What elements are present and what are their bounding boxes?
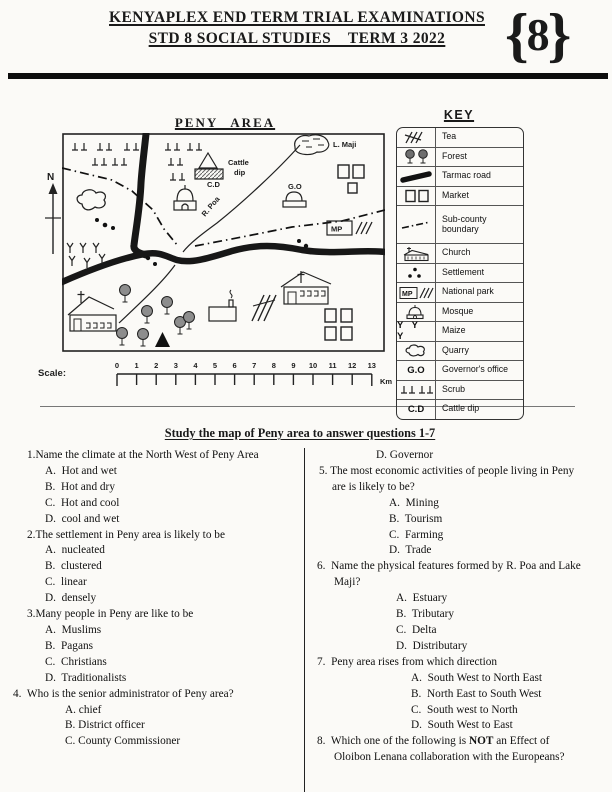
question-8-text-part2: an Effect of Oloibon Lenana collaboration with the Europeans? <box>334 735 565 764</box>
scale-tick-label: 6 <box>232 361 237 370</box>
question-3-text: 3.Many people in Peny are like to be <box>27 608 194 621</box>
question-6-option-d: D. Distributary <box>396 639 468 652</box>
north-label: N <box>47 172 55 183</box>
question-3-option-d: D. Traditionalists <box>45 671 127 684</box>
key-row-tarmac-road: Tarmac road <box>397 167 523 187</box>
sub-county-boundary-line <box>62 168 385 246</box>
map-key-panel <box>396 127 524 420</box>
class-badge <box>505 0 571 70</box>
header <box>30 7 564 49</box>
exam-title-line2: STD 8 SOCIAL STUDIES TERM 3 2022 <box>148 30 446 47</box>
questions-left-column <box>0 448 304 792</box>
church-icon <box>399 245 433 262</box>
question-3-option-a: A. Muslims <box>45 623 102 636</box>
question-8-text-part1: Which one of the following is <box>330 735 469 748</box>
key-row-mosque: Mosque <box>397 303 523 323</box>
forest-icon <box>399 148 433 165</box>
scale-tick-label: 9 <box>291 361 296 370</box>
forest-trees <box>117 285 195 347</box>
maize-icon: Y Y Y <box>397 320 421 343</box>
scale-tick-label: 5 <box>212 361 218 370</box>
national-park-icon <box>398 284 434 301</box>
lake-label: L. Maji <box>333 140 357 149</box>
cattle-dip-abbrev: C.D <box>407 403 425 415</box>
question-8-number: 8. <box>317 735 331 748</box>
question-1-text: 1.Name the climate at the North West of Peny Area <box>27 449 259 461</box>
question-7-option-b: B. North East to South West <box>411 687 542 700</box>
question-5-option-b: B. Tourism <box>389 512 443 525</box>
question-4-option-a: A. chief <box>65 703 102 716</box>
quarry-symbol <box>77 190 105 210</box>
question-5-option-d: D. Trade <box>389 544 432 557</box>
map-instruction: Study the map of Peny area to answer questions 1-7 <box>164 426 436 440</box>
national-park-abbrev: MP <box>402 290 413 298</box>
question-4-option-d: D. Governor <box>376 449 434 461</box>
question-1-option-c: C. Hot and cool <box>45 496 120 509</box>
scale-tick-label: 7 <box>252 361 257 370</box>
badge-left-brace: { <box>505 2 529 68</box>
question-3 <box>13 607 304 687</box>
mosque-symbol <box>174 185 196 210</box>
scale-tick-label: 11 <box>328 361 337 370</box>
question-6 <box>314 559 612 654</box>
governors-office-symbol <box>283 192 306 207</box>
question-7-text: 7. Peny area rises from which direction <box>317 655 498 668</box>
key-row-settlement: Settlement <box>397 264 523 284</box>
question-6-text: 6. Name the physical features formed by R. Poa and Lake Maji? <box>317 560 584 589</box>
question-4-option-b: B. District officer <box>65 719 145 732</box>
cattle-dip-label-2: dip <box>234 168 246 177</box>
scrub-icon <box>399 381 433 398</box>
scale-tick-label: 8 <box>271 361 276 370</box>
map-figure <box>62 133 385 352</box>
tea-icon <box>399 129 433 146</box>
key-row-tea: Tea <box>397 128 523 148</box>
scale-label: Scale: <box>38 368 66 379</box>
question-2-option-d: D. densely <box>45 592 97 605</box>
church-symbol-right <box>281 271 331 304</box>
tarmac-road <box>62 134 385 282</box>
key-title: KEY <box>443 108 475 122</box>
lake-maji <box>295 135 329 155</box>
market-icon <box>399 187 433 204</box>
scale-tick-label: 3 <box>173 361 178 370</box>
question-6-option-c: C. Delta <box>396 623 437 636</box>
key-row-scrub: Scrub <box>397 381 523 401</box>
question-5 <box>314 464 612 559</box>
question-6-option-a: A. Estuary <box>396 592 448 605</box>
tea-symbol <box>252 295 276 321</box>
question-2-text: 2.The settlement in Peny area is likely to be <box>27 528 225 541</box>
governors-office-abbrev: G.O <box>407 364 425 376</box>
scale-tick-label: 2 <box>154 361 159 370</box>
badge-number: 8 <box>526 9 550 60</box>
national-park-label: MP <box>331 224 343 234</box>
scale-bar <box>105 358 405 392</box>
question-5-option-c: C. Farming <box>389 528 444 541</box>
question-1 <box>13 448 304 528</box>
governors-office-label: G.O <box>288 182 302 191</box>
question-2 <box>13 528 304 608</box>
peak-triangle-symbol <box>155 332 170 347</box>
question-8-text <box>317 734 586 766</box>
question-4 <box>13 687 304 751</box>
key-row-quarry: Quarry <box>397 342 523 362</box>
question-5-text: 5. The most economic activities of people living in Peny are is likely to be? <box>319 464 578 493</box>
question-4-text: 4. Who is the senior administrator of Peny area? <box>13 687 234 700</box>
key-row-forest: Forest <box>397 148 523 168</box>
key-row-national-park: MP National park <box>397 283 523 303</box>
questions-section <box>0 448 612 792</box>
key-row-maize: Y Y Y Maize <box>397 322 523 342</box>
national-park-symbol <box>327 221 372 235</box>
settlement-icon <box>399 264 433 281</box>
cattle-dip-abbrev: C.D <box>207 180 220 189</box>
key-row-cattle-dip: C.D Cattle dip <box>397 400 523 419</box>
river-label: R. Poa <box>199 194 222 219</box>
question-5-option-a: A. Mining <box>389 496 439 509</box>
scale-tick-label: 12 <box>348 361 357 370</box>
mosque-icon <box>399 303 433 320</box>
key-row-market: Market <box>397 187 523 207</box>
question-2-option-b: B. clustered <box>45 560 102 573</box>
question-1-option-b: B. Hot and dry <box>45 480 115 493</box>
question-1-option-d: D. cool and wet <box>45 512 120 525</box>
scale-unit: Km <box>380 377 393 386</box>
question-1-option-a: A. Hot and wet <box>45 464 117 477</box>
question-7-option-a: A. South West to North East <box>411 671 542 684</box>
badge-right-brace: } <box>547 2 572 68</box>
question-3-option-c: C. Christians <box>45 655 107 668</box>
key-row-governors-office: G.O Governor's office <box>397 361 523 381</box>
map-title: PENY AREA <box>174 115 276 130</box>
header-divider-rule <box>8 73 608 79</box>
sub-county-boundary-icon <box>399 216 433 233</box>
question-2-option-a: A. nucleated <box>45 544 105 557</box>
scale-tick-label: 0 <box>114 361 120 370</box>
key-row-church: Church <box>397 244 523 264</box>
question-7-option-c: C. South west to North <box>411 703 518 716</box>
exam-title-line1: KENYAPLEX END TERM TRIAL EXAMINATIONS <box>109 9 485 26</box>
question-3-option-b: B. Pagans <box>45 639 94 652</box>
quarry-icon <box>399 342 433 359</box>
question-7 <box>314 655 612 735</box>
question-8-bold-word: NOT <box>468 735 494 748</box>
question-2-option-c: C. linear <box>45 576 87 589</box>
cattle-dip-label-1: Cattle <box>228 158 249 167</box>
scale-tick-label: 13 <box>367 361 376 370</box>
scale-tick-label: 10 <box>308 361 318 370</box>
key-row-sub-county-boundary: Sub-county boundary <box>397 206 523 244</box>
tarmac-road-icon <box>399 168 433 185</box>
question-4-option-c: C. County Commissioner <box>65 735 181 748</box>
question-7-option-d: D. South West to East <box>411 719 513 732</box>
question-8 <box>314 734 612 766</box>
scrub-symbols <box>72 143 202 180</box>
question-6-option-b: B. Tributary <box>396 608 455 621</box>
questions-right-column <box>304 448 612 792</box>
factory-symbol <box>209 290 236 321</box>
scale-tick-label: 1 <box>134 361 139 370</box>
church-symbol-left <box>68 291 116 331</box>
cattle-dip-symbol <box>195 153 223 179</box>
scale-tick-label: 4 <box>193 361 198 370</box>
